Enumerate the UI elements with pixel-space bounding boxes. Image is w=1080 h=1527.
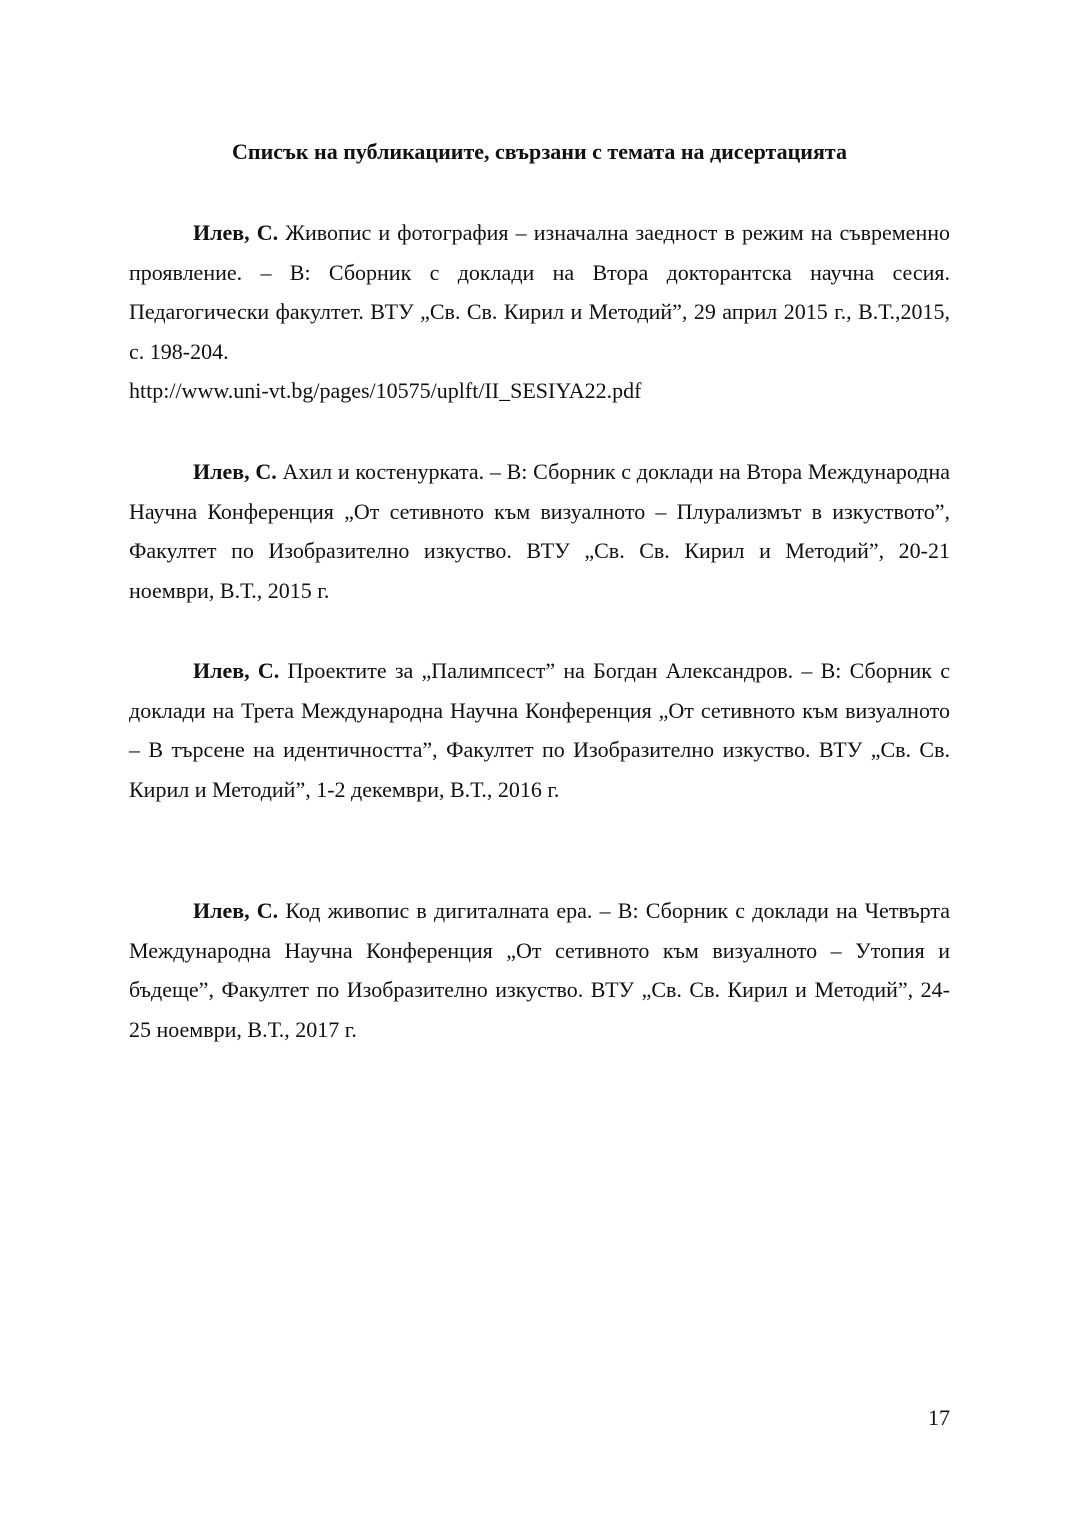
page-number: 17 [928,1405,950,1430]
publication-entry [129,452,950,610]
publication-url[interactable]: http://www.uni-vt.bg/pages/10575/uplft/II_SESIYA22.pdf [129,378,642,403]
publication-text: Код живопис в дигиталната ера. – В: Сборник с доклади на Четвърта Международна Научна Конференция „От сетивното към визуалното – Утопия и бъдеще”, Факултет по Изобразително изкуство. ВТУ „Св. Св. Кирил и Методий”, 24-25 ноември, В.Т., 2017 г. [129,898,951,1042]
publication-author: Илев, С. [193,658,280,683]
publication-entry [129,213,950,411]
publication-author: Илев, С. [193,220,279,245]
page-title: Списък на публикациите, свързани с темата на дисертацията [232,139,847,164]
publication-entry [129,651,950,809]
publication-text: Ахил и костенурката. – В: Сборник с доклади на Втора Международна Научна Конференция „От сетивното към визуалното – Плурализмът в изкуството”, Факултет по Изобразително изкуство. ВТУ „Св. Св. Кирил и Методий”, 20-21 ноември, В.Т., 2015 г. [129,459,950,603]
publication-author: Илев, С. [193,459,277,484]
publication-author: Илев, С. [193,898,279,923]
publication-text: Проектите за „Палимпсест” на Богдан Александров. – В: Сборник с доклади на Трета Международна Научна Конференция „От сетивното към визуалното – В търсене на идентичността”, Факултет по Изобразително изкуство. ВТУ „Св. Св. Кирил и Методий”, 1-2 декември, В.Т., 2016 г. [129,658,950,802]
publication-text: Живопис и фотография – изначална заедност в режим на съвременно проявление. – В: Сборник с доклади на Втора докторантска научна сесия. Педагогически факултет. ВТУ „Св. Св. Кирил и Методий”, 29 април 2015 г., В.Т.,2015, с. 198-204. [129,220,950,364]
publication-entry [129,891,950,1049]
